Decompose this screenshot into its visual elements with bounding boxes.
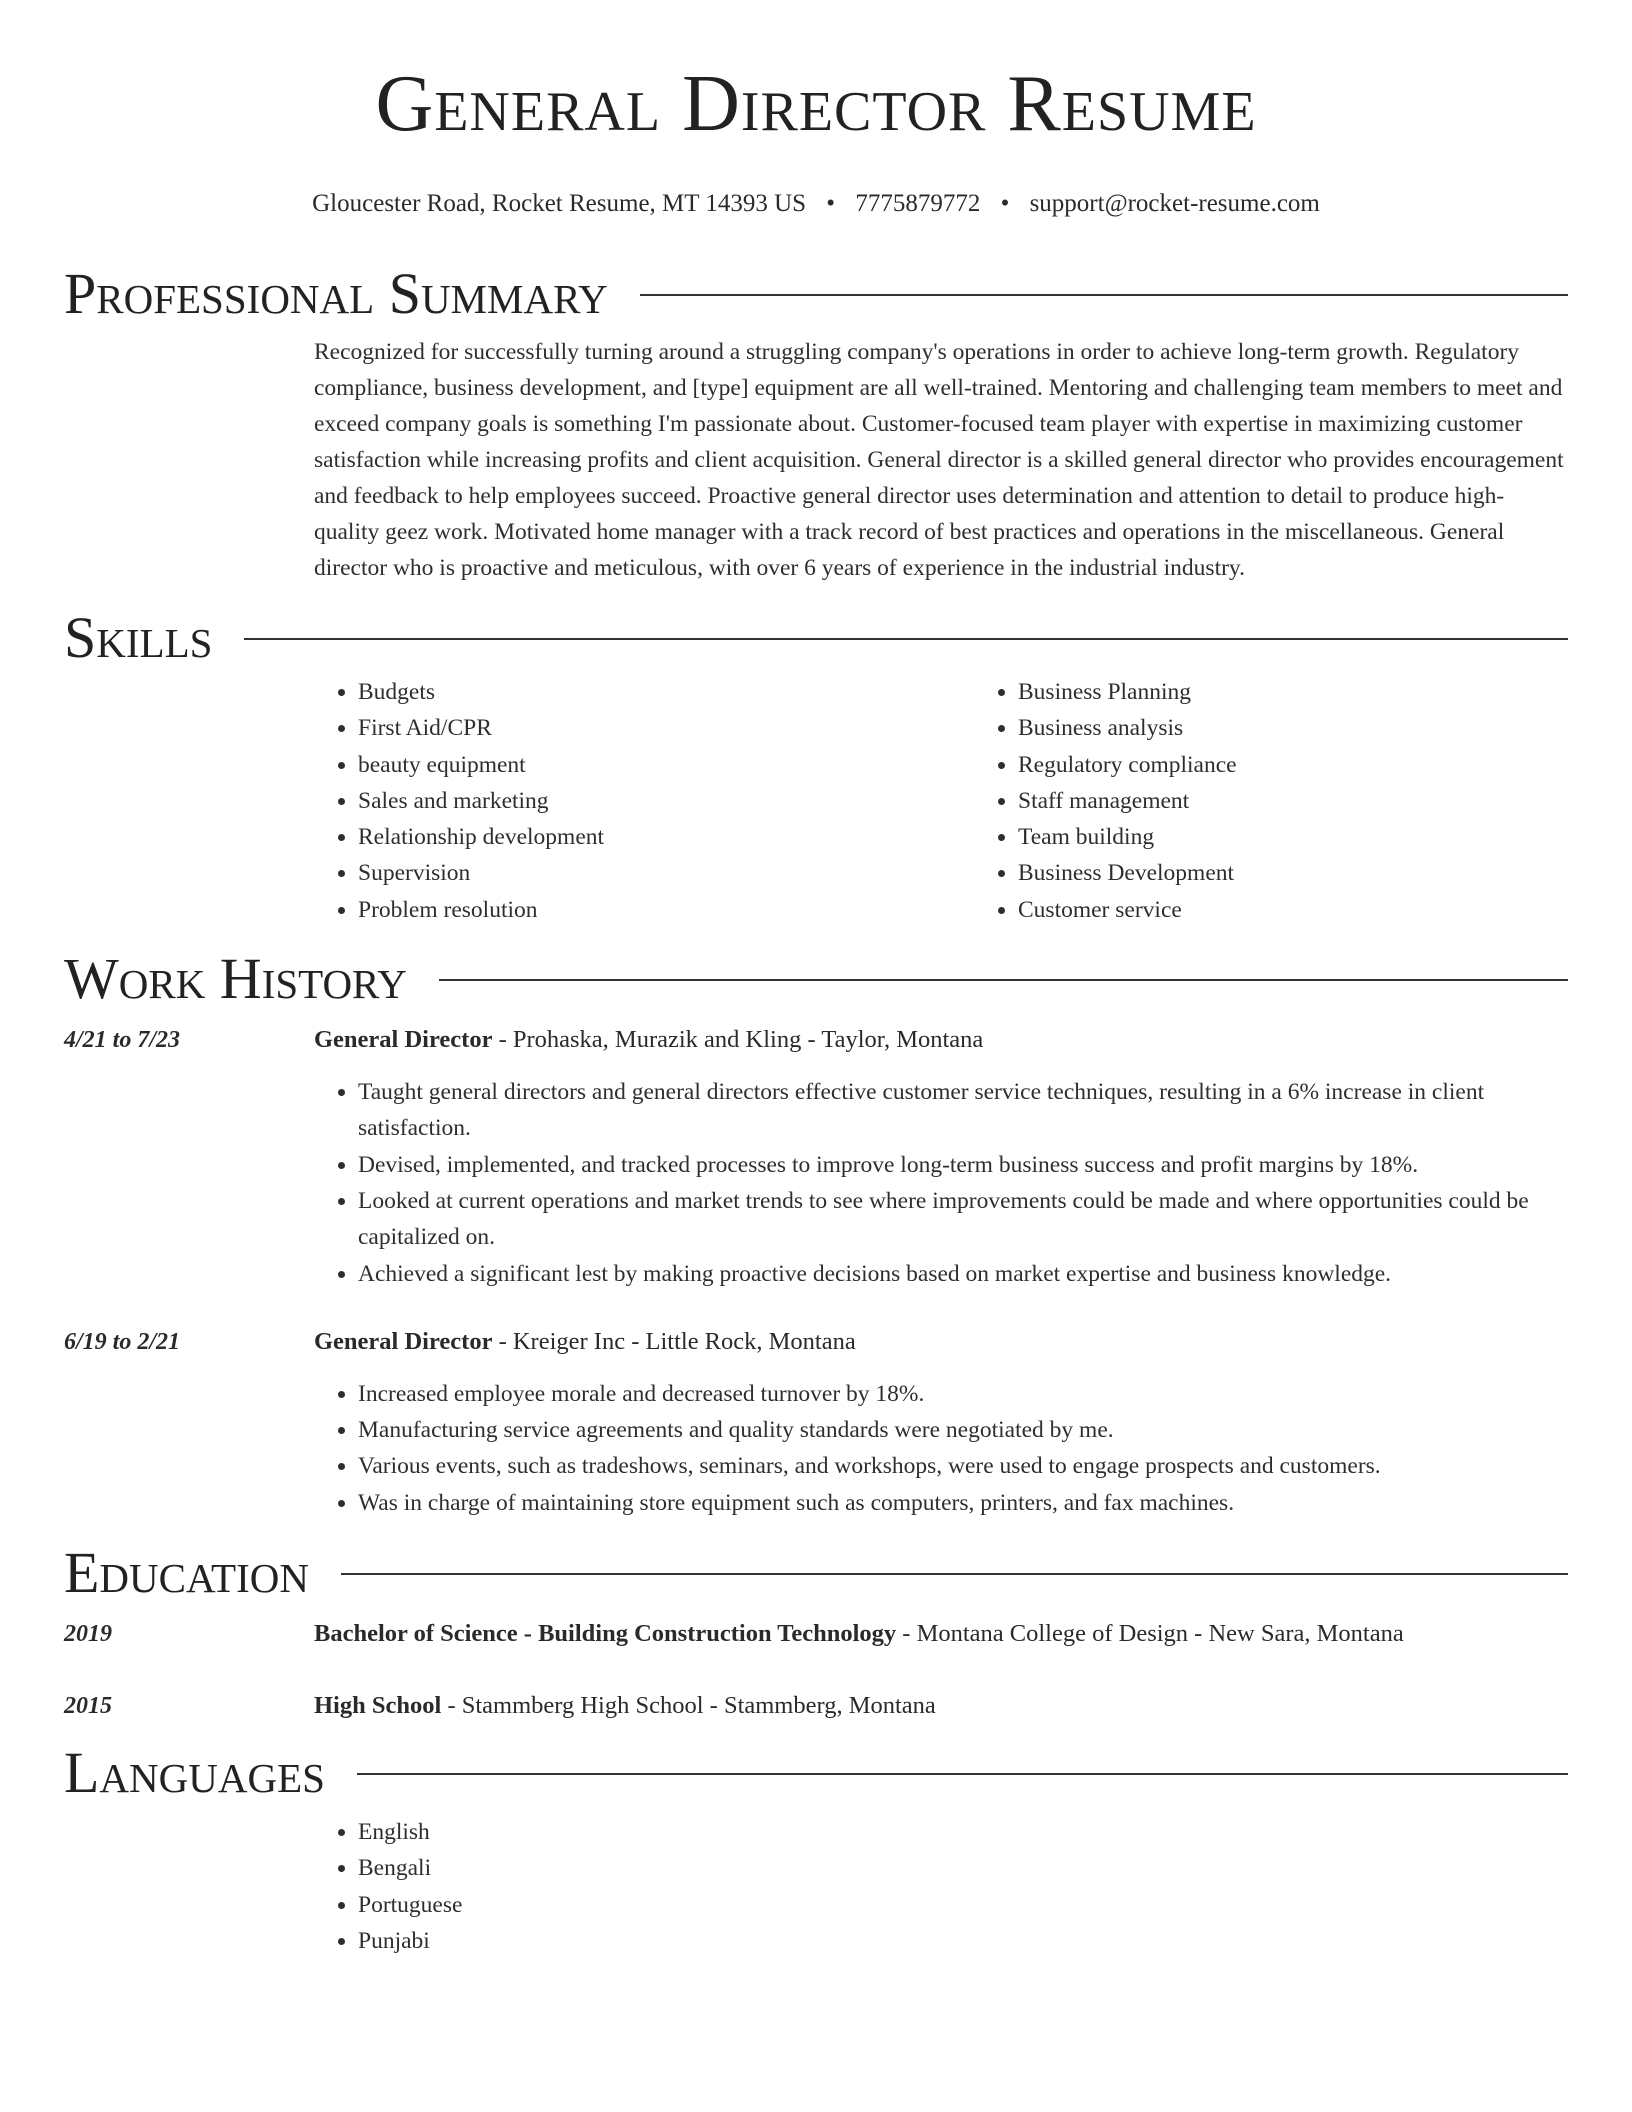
skills-section [64, 607, 1568, 928]
skills-header [64, 607, 1568, 669]
education-heading: Education [64, 1540, 309, 1606]
skill-item: • Supervision [358, 855, 974, 891]
skill-item: • Problem resolution [358, 892, 974, 928]
contact-separator: • [1000, 190, 1010, 217]
education-degree: Bachelor of Science - Building Construction Technology [314, 1620, 897, 1648]
education-entry [64, 1688, 1568, 1724]
job-title: General Director [314, 1026, 493, 1054]
section-divider [357, 1773, 1568, 1775]
education-year: 2019 [64, 1621, 112, 1648]
languages-section [64, 1742, 1568, 1959]
job-duty: • Devised, implemented, and tracked processes to improve long-term business success and profit margins by 18%. [358, 1147, 1568, 1183]
education-entry [64, 1616, 1568, 1652]
job-dates: 4/21 to 7/23 [64, 1027, 181, 1054]
job-duty: • Was in charge of maintaining store equipment such as computers, printers, and fax machines. [358, 1485, 1568, 1521]
contact-address: Gloucester Road, Rocket Resume, MT 14393 US [312, 190, 807, 217]
skills-grid [314, 674, 1568, 928]
summary-heading: Professional Summary [64, 261, 608, 326]
languages-list [314, 1814, 1568, 1959]
skill-item: • Customer service [1018, 892, 1632, 928]
contact-line [64, 188, 1568, 220]
education-school: - Stammberg High School - Stammberg, Montana [441, 1692, 936, 1720]
education-header [64, 1542, 1568, 1604]
skill-item: • Business analysis [1018, 710, 1632, 746]
languages-heading: Languages [64, 1740, 325, 1806]
skill-item: • Business Development [1018, 855, 1632, 891]
language-item: • Punjabi [358, 1923, 1568, 1959]
job-header [314, 1324, 1568, 1360]
work-history-heading: Work History [64, 946, 407, 1012]
job-duties [314, 1376, 1568, 1521]
job-duty: • Looked at current operations and market trends to see where improvements could be made and where opportunities could be capitalized on. [358, 1183, 1568, 1256]
job-header [314, 1022, 1568, 1058]
languages-header [64, 1742, 1568, 1804]
contact-email: support@rocket-resume.com [1029, 190, 1320, 217]
job-duty: • Manufacturing service agreements and quality standards were negotiated by me. [358, 1412, 1568, 1448]
job-duty: • Taught general directors and general directors effective customer service techniques, resulting in a 6% increase in client satisfaction. [358, 1074, 1568, 1147]
skill-item: • Regulatory compliance [1018, 747, 1632, 783]
work-history-header [64, 948, 1568, 1010]
skills-list-right [974, 674, 1632, 928]
skill-item: • First Aid/CPR [358, 710, 974, 746]
job-dates: 6/19 to 2/21 [64, 1328, 181, 1355]
skill-item: • Relationship development [358, 819, 974, 855]
languages-list-wrap [314, 1814, 1568, 1959]
education-details [314, 1688, 1568, 1724]
language-item: • Portuguese [358, 1887, 1568, 1923]
education-section [64, 1542, 1568, 1724]
summary-section [64, 263, 1568, 586]
job-entry [64, 1324, 1568, 1521]
job-duties [314, 1074, 1568, 1292]
job-employer: - Kreiger Inc - Little Rock, Montana [492, 1327, 856, 1355]
work-history-section [64, 948, 1568, 1521]
summary-text: Recognized for successfully turning around a struggling company's operations in order to achieve long-term growth. Regulatory compliance, business development, and [type] equipment are all well-trained. Mentoring and challenging team members to meet and exceed company goals is something I'm passionate about. Customer-focused team player with expertise in maximizing customer satisfaction while increasing profits and client acquisition. General director is a skilled general director who provides encouragement and feedback to help employees succeed. Proactive general director uses determination and attention to detail to produce high-quality geez work. Motivated home manager with a track record of best practices and operations in the miscellaneous. General director who is proactive and meticulous, with over 6 years of experience in the industrial industry. [314, 339, 1564, 581]
job-entry [64, 1022, 1568, 1292]
section-divider [640, 294, 1568, 296]
language-item: • English [358, 1814, 1568, 1850]
section-divider [341, 1573, 1568, 1575]
skill-item: • Business Planning [1018, 674, 1632, 710]
education-details [314, 1616, 1568, 1652]
section-divider [439, 979, 1568, 981]
skills-list-left [314, 674, 974, 928]
education-degree: High School [314, 1692, 442, 1720]
summary-header [64, 263, 1568, 325]
job-content [314, 1324, 1568, 1521]
job-duty: • Various events, such as tradeshows, seminars, and workshops, were used to engage prospects and customers. [358, 1448, 1568, 1484]
resume-title: General Director Resume [375, 60, 1257, 148]
skill-item: • Team building [1018, 819, 1632, 855]
job-duty: • Achieved a significant lest by making proactive decisions based on market expertise and business knowledge. [358, 1256, 1568, 1292]
job-title: General Director [314, 1327, 493, 1355]
skill-item: • beauty equipment [358, 747, 974, 783]
job-employer: - Prohaska, Murazik and Kling - Taylor, Montana [492, 1026, 984, 1054]
skill-item: • Budgets [358, 674, 974, 710]
contact-separator: • [826, 190, 836, 217]
contact-phone: 7775879772 [855, 190, 981, 217]
skill-item: • Sales and marketing [358, 783, 974, 819]
job-duty: • Increased employee morale and decreased turnover by 18%. [358, 1376, 1568, 1412]
skills-heading: Skills [64, 605, 213, 670]
section-divider [244, 638, 1568, 640]
education-year: 2015 [64, 1693, 112, 1720]
education-school: - Montana College of Design - New Sara, Montana [896, 1620, 1404, 1648]
job-content [314, 1022, 1568, 1292]
skill-item: • Staff management [1018, 783, 1632, 819]
language-item: • Bengali [358, 1850, 1568, 1886]
